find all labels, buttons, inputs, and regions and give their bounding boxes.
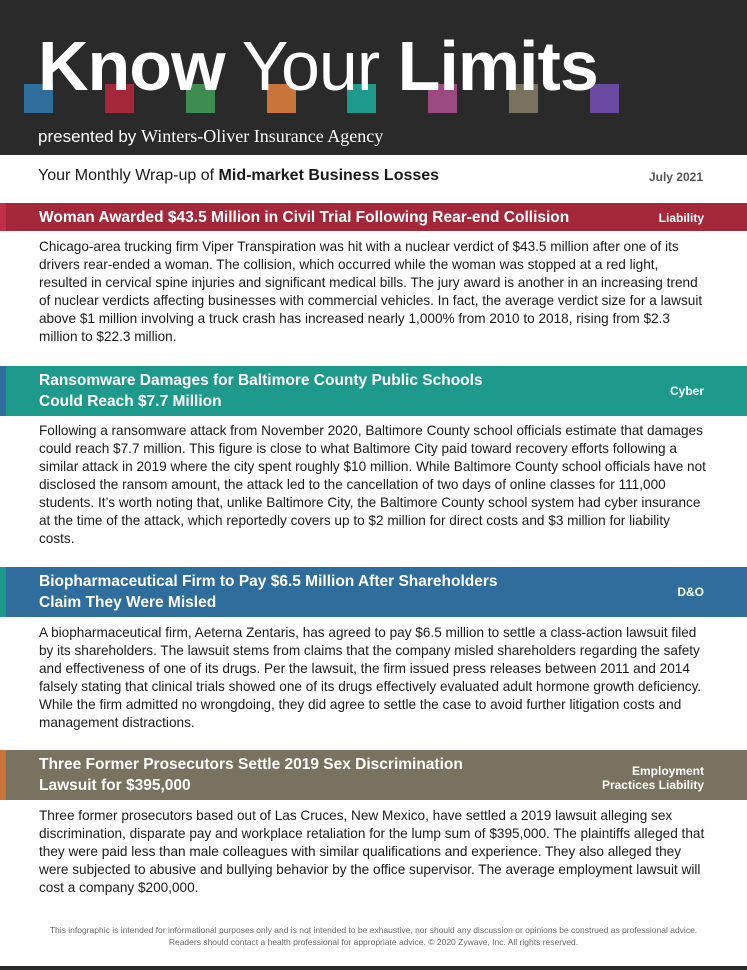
article-category [659,211,704,225]
bar-accent [0,567,6,617]
article-title-line: Biopharmaceutical Firm to Pay $6.5 Million After Shareholders [39,573,498,590]
agency-name: Winters-Oliver Insurance Agency [141,126,384,146]
bar-accent [0,750,6,800]
article-title [39,370,483,412]
article-category [677,585,704,599]
bottom-rule [0,966,747,970]
article-title [39,754,463,796]
article-title-line: Lawsuit for $395,000 [39,777,191,794]
article-header-liability [0,203,747,231]
issue-date: July 2021 [648,170,703,184]
subheading-prefix: Your Monthly Wrap-up of [38,167,215,184]
article-body: Three former prosecutors based out of Las Cruces, New Mexico, have settled a 2019 lawsuit alleging sex discrimination, disparate pay and workplace retaliation for the lump sum of $395,000. The plaintiffs alleged that they were paid less than male colleagues with similar qualifications and experience. They also alleged they were subjected to abusive and bullying behavior by the office supervisor. The average employment lawsuit will cost a company $200,000. [39,808,705,895]
article-header-cyber [0,366,747,416]
category-line: Liability [658,211,704,225]
footer-disclaimer: This infographic is intended for informational purposes only and is not intended to be exhaustive, nor should any discussion or opinions be construed as professional advice. Readers should contact a health professional for appropriate advice. © 2020 Zywave, Inc. All rights reserved. [49,925,698,947]
title-word-limits: Limits [397,27,598,105]
article-body: A biopharmaceutical firm, Aeterna Zentaris, has agreed to pay $6.5 million to settle a class-action lawsuit filed by its shareholders. The lawsuit stems from claims that the company misled shareholders regarding the safety and effectiveness of one of its drugs. Per the lawsuit, the firm issued press releases between 2011 and 2014 falsely stating that clinical trials showed one of its drugs effectively evaluated adult hormone growth deficiency. While the firm admitted no wrongdoing, they did agree to settle the case to avoid further litigation costs and management distractions. [39,625,702,730]
bar-accent [0,366,6,416]
article-title-line: Three Former Prosecutors Settle 2019 Sex Discrimination [39,756,463,773]
subheading [38,167,439,185]
article-body: Following a ransomware attack from November 2020, Baltimore County school officials estimate that damages could reach $7.7 million. This figure is close to what Baltimore City paid toward recovery efforts following a similar attack in 2019 where the city spent roughly $10 million. While Baltimore County school officials have not disclosed the ransom amount, the attack led to the cancellation of two days of online classes for 111,000 students. It’s worth noting that, unlike Baltimore City, the Baltimore County school system had cyber insurance at the time of the attack, which reportedly covers up to $2 million for direct costs and $3 million for liability costs. [39,423,706,546]
category-line: Employment [631,764,704,778]
subheading-bold: Mid-market Business Losses [218,167,440,184]
bar-accent [0,203,6,231]
article-title-line: Could Reach $7.7 Million [39,393,222,410]
header-banner [0,0,747,155]
article-title-line: Claim They Were Misled [39,594,217,611]
presented-by-prefix: presented by [38,127,137,146]
article-title-line: Woman Awarded $43.5 Million in Civil Trial Following Rear-end Collision [39,209,570,226]
article-category [602,764,704,792]
category-line: D&O [677,585,704,599]
title-word-know: Know [38,27,225,105]
page-title [38,26,598,106]
title-word-your: Your [241,27,380,105]
article-title-line: Ransomware Damages for Baltimore County Public Schools [39,372,483,389]
category-line: Cyber [669,384,704,398]
article-category [670,384,704,398]
category-line: Practices Liability [601,778,704,792]
article-title [39,207,569,228]
article-body: Chicago-area trucking firm Viper Transpiration was hit with a nuclear verdict of $43.5 million after one of its drivers rear-ended a woman. The collision, which occurred while the woman was stopped at a red light, resulted in cervical spine injuries and significant medical bills. The jury award is another in an increasing trend of nuclear verdicts affecting businesses with commercial vehicles. In fact, the average verdict size for a lawsuit above $1 million involving a truck crash has increased nearly 1,000% from 2010 to 2018, rising from $2.3 million to $22.3 million. [39,239,703,344]
article-header-do [0,567,747,617]
article-title [39,571,498,613]
article-header-employment [0,750,747,800]
presented-by [38,126,383,147]
